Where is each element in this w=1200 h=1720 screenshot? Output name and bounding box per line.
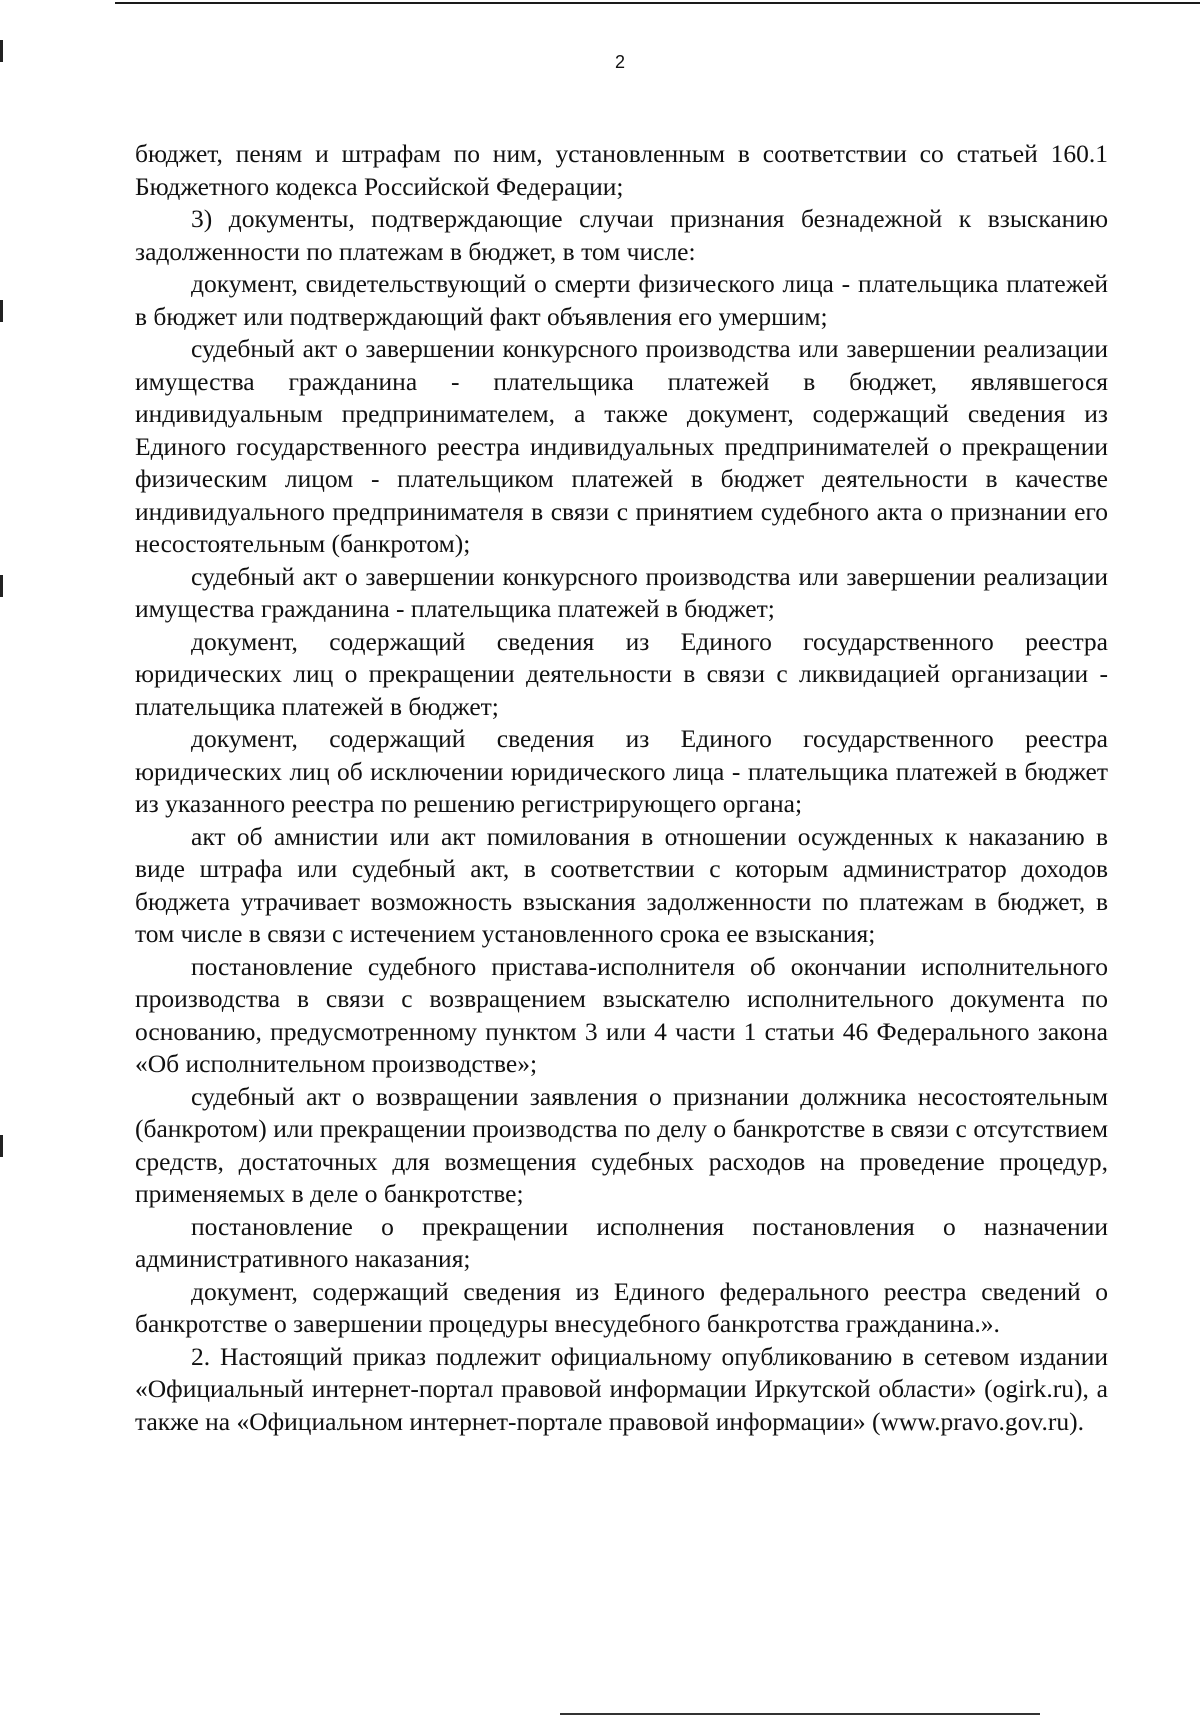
scan-left-mark xyxy=(0,1135,3,1157)
paragraph: документ, свидетельствующий о смерти физического лица - плательщика платежей в бюджет или подтверждающий факт объявления его умершим; xyxy=(135,269,1108,331)
scan-left-mark xyxy=(0,300,3,322)
paragraph: бюджет, пеням и штрафам по ним, установленным в соответствии со статьей 160.1 Бюджетного кодекса Российской Федерации; xyxy=(135,139,1108,201)
paragraph: документ, содержащий сведения из Единого государственного реестра юридических лиц о прекращении деятельности в связи с ликвидацией организации - плательщика платежей в бюджет; xyxy=(135,626,1108,721)
paragraph: судебный акт о возвращении заявления о признании должника несостоятельным (банкротом) или прекращении производства по делу о банкротстве в связи с отсутствием средств, достаточных для возмещения судебных расходов на проведение процедур, применяемых в деле о банкротстве; xyxy=(135,1081,1108,1208)
paragraph: документ, содержащий сведения из Единого федерального реестра сведений о банкротстве о завершении процедуры внесудебного банкротства гражданина.». xyxy=(135,1276,1108,1338)
paragraph: документ, содержащий сведения из Единого государственного реестра юридических лиц об исключении юридического лица - плательщика платежей в бюджет из указанного реестра по решению регистрирующего органа; xyxy=(135,724,1108,818)
paragraph: судебный акт о завершении конкурсного производства или завершении реализации имущества гражданина - плательщика платежей в бюджет; xyxy=(135,561,1108,623)
scan-top-edge xyxy=(115,2,1200,4)
document-body xyxy=(135,138,1108,1438)
scan-bottom-edge xyxy=(560,1713,1040,1715)
paragraph: постановление о прекращении исполнения постановления о назначении административного наказания; xyxy=(135,1211,1108,1273)
paragraph: 3) документы, подтверждающие случаи признания безнадежной к взысканию задолженности по платежам в бюджет, в том числе: xyxy=(135,204,1108,266)
paragraph: постановление судебного пристава-исполнителя об окончании исполнительного производства в связи с возвращением взыскателю исполнительного документа по основанию, предусмотренному пунктом 3 или 4 части 1 статьи 46 Федерального закона «Об исполнительном производстве»; xyxy=(135,951,1108,1078)
paragraph: судебный акт о завершении конкурсного производства или завершении реализации имущества гражданина - плательщика платежей в бюджет, являвшегося индивидуальным предпринимателем, а также документ, содержащий сведения из Единого государственного реестра индивидуальных предпринимателей о прекращении физическим лицом - плательщиком платежей в бюджет деятельности в качестве индивидуального предпринимателя в связи с принятием судебного акта о признании его несостоятельным (банкротом); xyxy=(135,334,1108,558)
page-number: 2 xyxy=(614,52,625,72)
scan-left-mark xyxy=(0,575,3,597)
paragraph: акт об амнистии или акт помилования в отношении осужденных к наказанию в виде штрафа или судебный акт, в соответствии с которым администратор доходов бюджета утрачивает возможность взыскания задолженности по платежам в бюджет, в том числе в связи с истечением установленного срока ее взыскания; xyxy=(135,821,1108,948)
paragraph: 2. Настоящий приказ подлежит официальному опубликованию в сетевом издании «Официальный интернет-портал правовой информации Иркутской области» (ogirk.ru), а также на «Официальном интернет-портале правовой информации» (www.pravo.gov.ru). xyxy=(135,1341,1108,1436)
